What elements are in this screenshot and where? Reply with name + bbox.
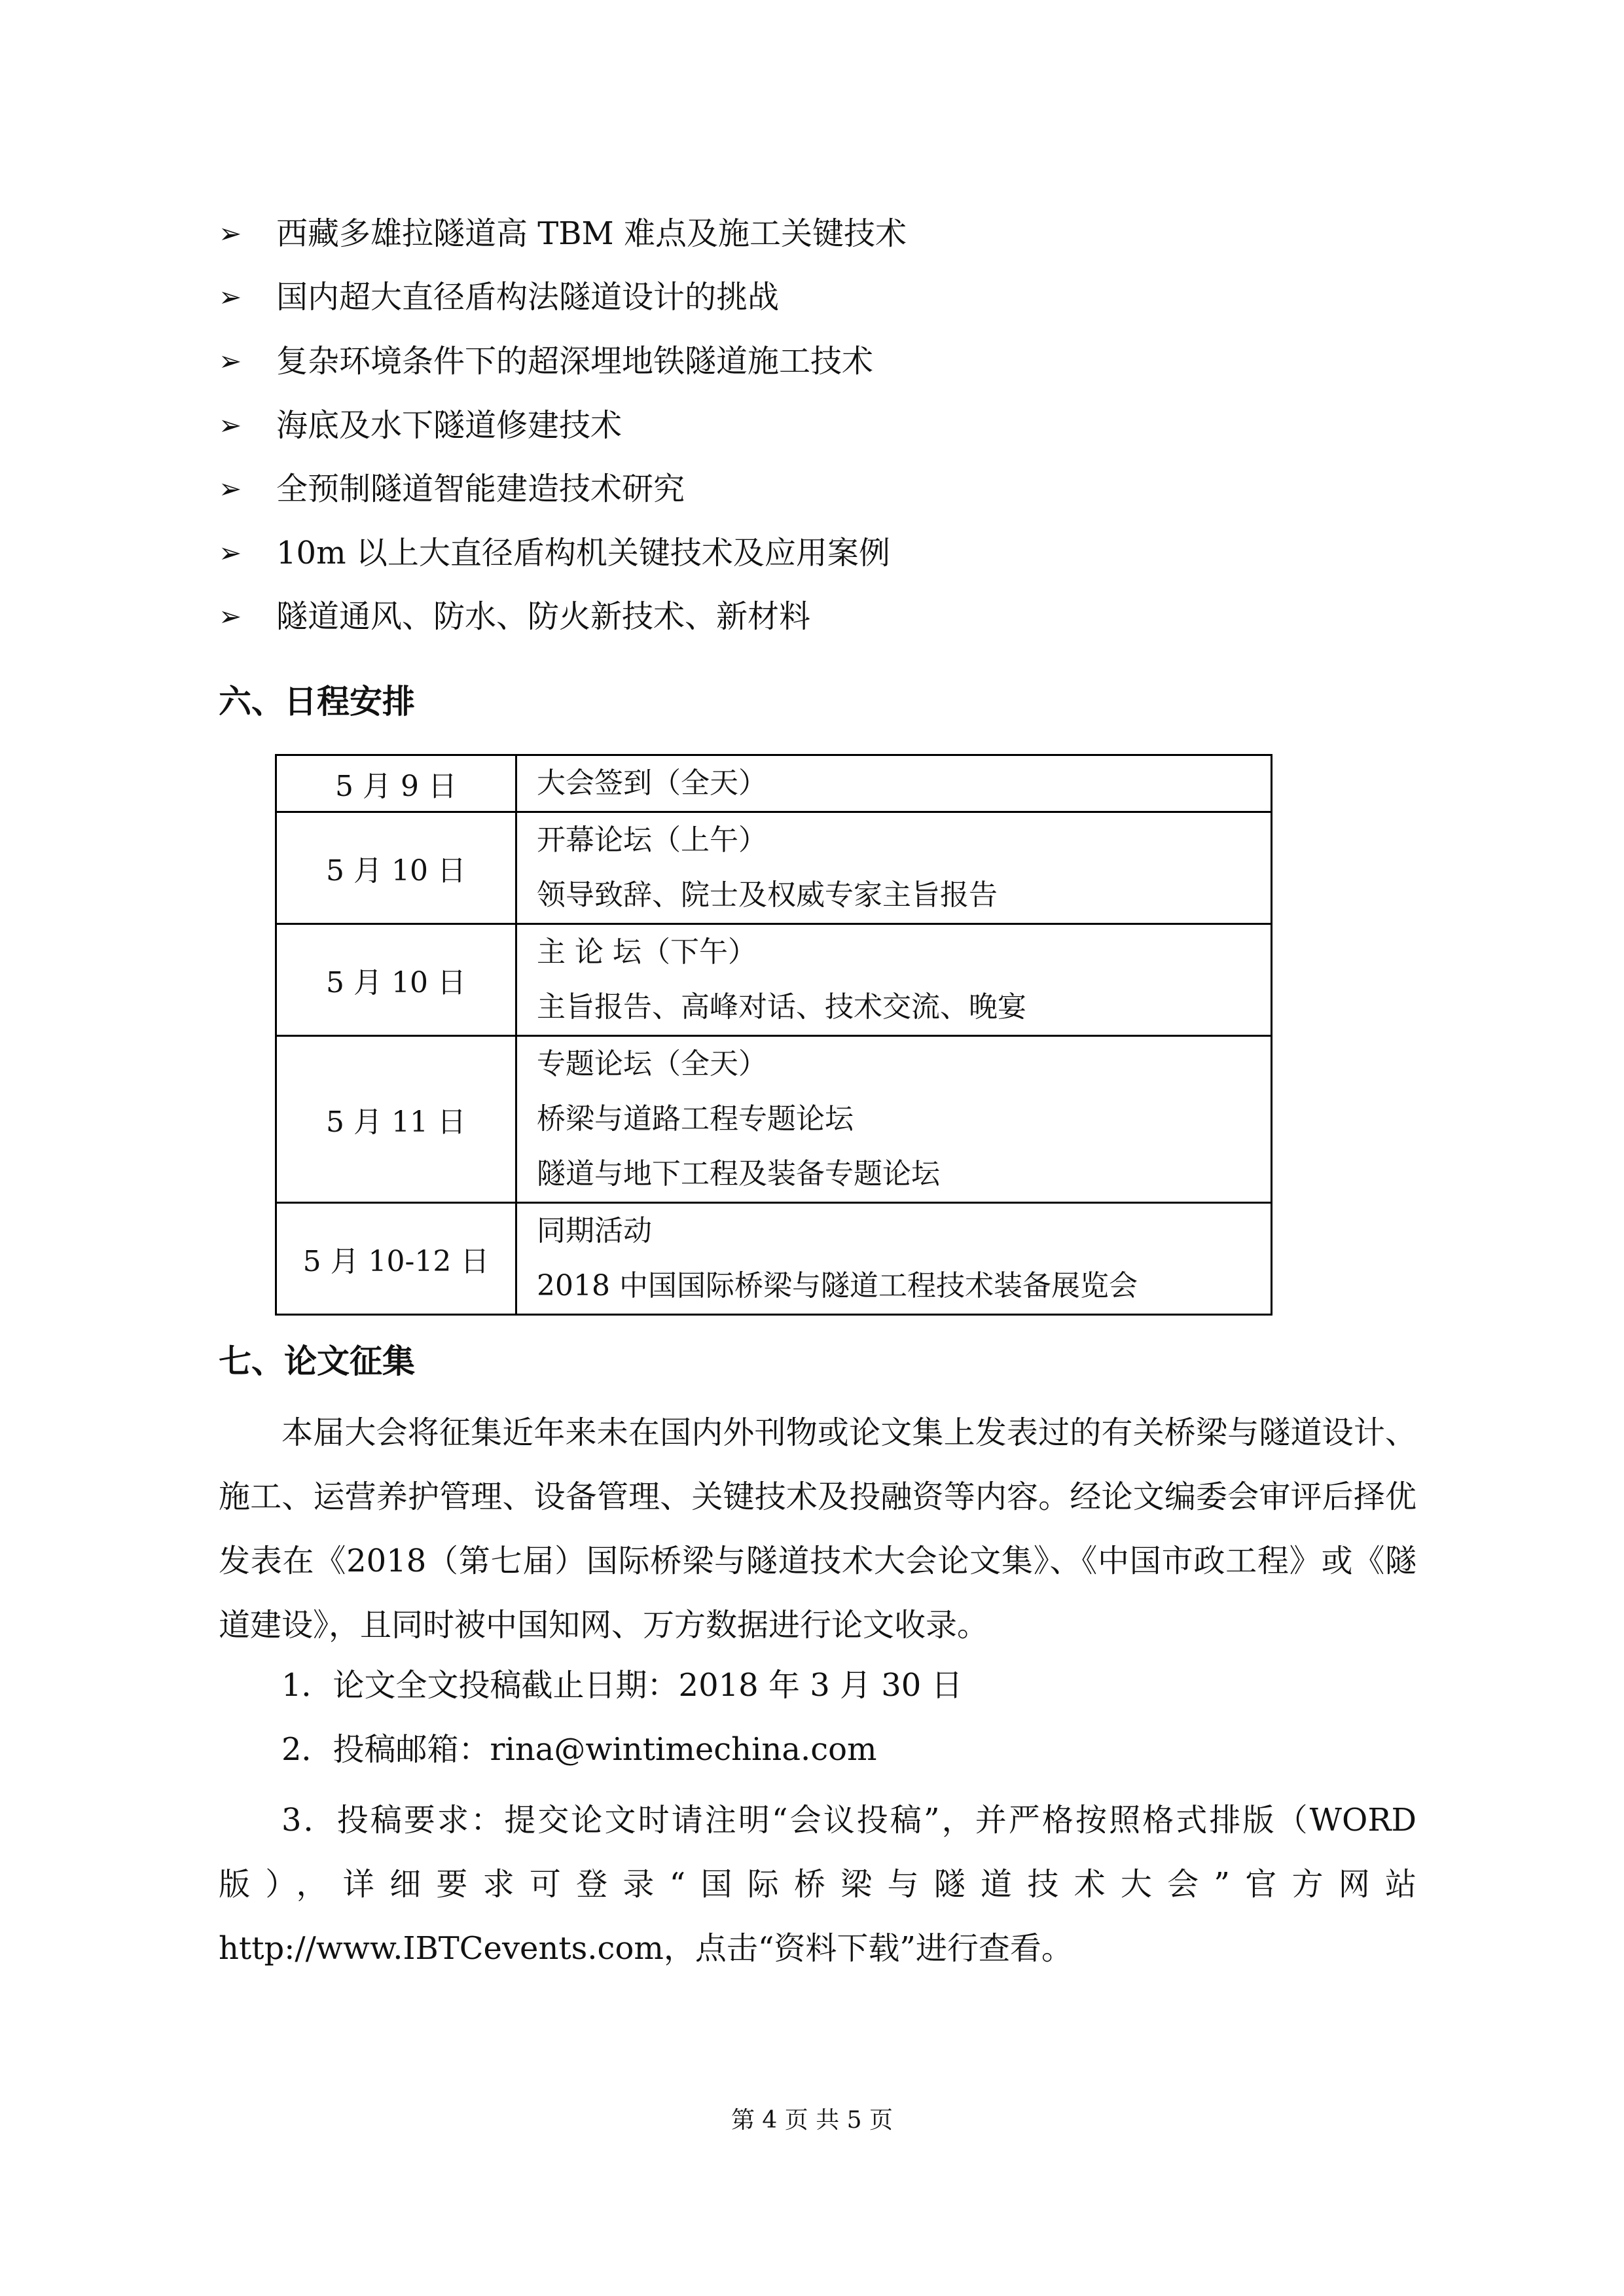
bullet-text: 复杂环境条件下的超深埋地铁隧道施工技术 xyxy=(276,342,874,380)
schedule-table xyxy=(275,754,1272,1316)
arrow-bullet-icon: ➢ xyxy=(219,281,242,314)
date-cell: 5 月 10 日 xyxy=(276,812,516,924)
description-line: 主旨报告、高峰对话、技术交流、晚宴 xyxy=(537,990,1026,1024)
description-line: 主 论 坛（下午） xyxy=(537,935,757,969)
description-line: 同期活动 xyxy=(537,1214,652,1247)
bullet-item xyxy=(219,585,1462,649)
page-number-footer: 第 4 页 共 5 页 xyxy=(731,2107,893,2134)
description-cell xyxy=(516,755,1272,812)
date-cell: 5 月 10-12 日 xyxy=(276,1203,516,1315)
call-for-papers-paragraph: 本届大会将征集近年来未在国内外刊物或论文集上发表过的有关桥梁与隧道设计、施工、运营养护管理、设备管理、关键技术及投融资等内容。经论文编委会审评后择优发表在《2018（第七届）国际桥梁与隧道技术大会论文集》、《中国市政工程》或《隧道建设》，且同时被中国知网、万方数据进行论文收录。 xyxy=(219,1414,1416,1643)
description-line: 隧道与地下工程及装备专题论坛 xyxy=(537,1157,940,1191)
description-cell xyxy=(516,924,1272,1036)
bullet-item xyxy=(219,329,1462,393)
table-row xyxy=(276,1036,1272,1203)
description-line: 桥梁与道路工程专题论坛 xyxy=(537,1102,854,1136)
bullet-item xyxy=(219,266,1462,330)
date-cell: 5 月 11 日 xyxy=(276,1036,516,1203)
bullet-text: 全预制隧道智能建造技术研究 xyxy=(276,471,685,508)
description-line: 2018 中国国际桥梁与隧道工程技术装备展览会 xyxy=(537,1269,1138,1302)
arrow-bullet-icon: ➢ xyxy=(219,473,242,505)
arrow-bullet-icon: ➢ xyxy=(219,408,242,441)
table-row xyxy=(276,755,1272,812)
arrow-bullet-icon: ➢ xyxy=(219,344,242,377)
bullet-item xyxy=(219,521,1462,585)
bullet-item xyxy=(219,202,1462,266)
arrow-bullet-icon: ➢ xyxy=(219,600,242,633)
description-cell xyxy=(516,812,1272,924)
description-line: 专题论坛（全天） xyxy=(537,1047,767,1081)
section-heading-schedule: 六、日程安排 xyxy=(219,683,415,721)
date-cell: 5 月 9 日 xyxy=(276,755,516,812)
bullet-text: 隧道通风、防水、防火新技术、新材料 xyxy=(276,598,811,636)
deadline-item: 1．论文全文投稿截止日期：2018 年 3 月 30 日 xyxy=(281,1667,963,1704)
description-line: 大会签到（全天） xyxy=(537,766,767,800)
description-cell xyxy=(516,1036,1272,1203)
arrow-bullet-icon: ➢ xyxy=(219,217,242,249)
topic-bullet-list xyxy=(219,202,1462,649)
bullet-text: 国内超大直径盾构法隧道设计的挑战 xyxy=(276,279,780,316)
bullet-text: 10m 以上大直径盾构机关键技术及应用案例 xyxy=(276,534,890,571)
bullet-item xyxy=(219,393,1462,457)
bullet-item xyxy=(219,457,1462,521)
table-row xyxy=(276,924,1272,1036)
description-line: 领导致辞、院士及权威专家主旨报告 xyxy=(537,878,998,912)
table-row xyxy=(276,812,1272,924)
description-line: 开幕论坛（上午） xyxy=(537,823,767,857)
bullet-text: 西藏多雄拉隧道高 TBM 难点及施工关键技术 xyxy=(276,215,907,252)
bullet-text: 海底及水下隧道修建技术 xyxy=(276,406,623,444)
section-heading-call-for-papers: 七、论文征集 xyxy=(219,1342,415,1380)
date-cell: 5 月 10 日 xyxy=(276,924,516,1036)
description-cell xyxy=(516,1203,1272,1315)
submission-requirements-item: 3．投稿要求：提交论文时请注明“会议投稿”，并严格按照格式排版（WORD 版），详细要求可登录“国际桥梁与隧道技术大会”官方网站 http://www.IBTCevents.com，点击“资料下载”进行查看。 xyxy=(219,1802,1416,1967)
arrow-bullet-icon: ➢ xyxy=(219,536,242,569)
table-row xyxy=(276,1203,1272,1315)
submission-email-item: 2．投稿邮箱：rina@wintimechina.com xyxy=(281,1731,877,1768)
